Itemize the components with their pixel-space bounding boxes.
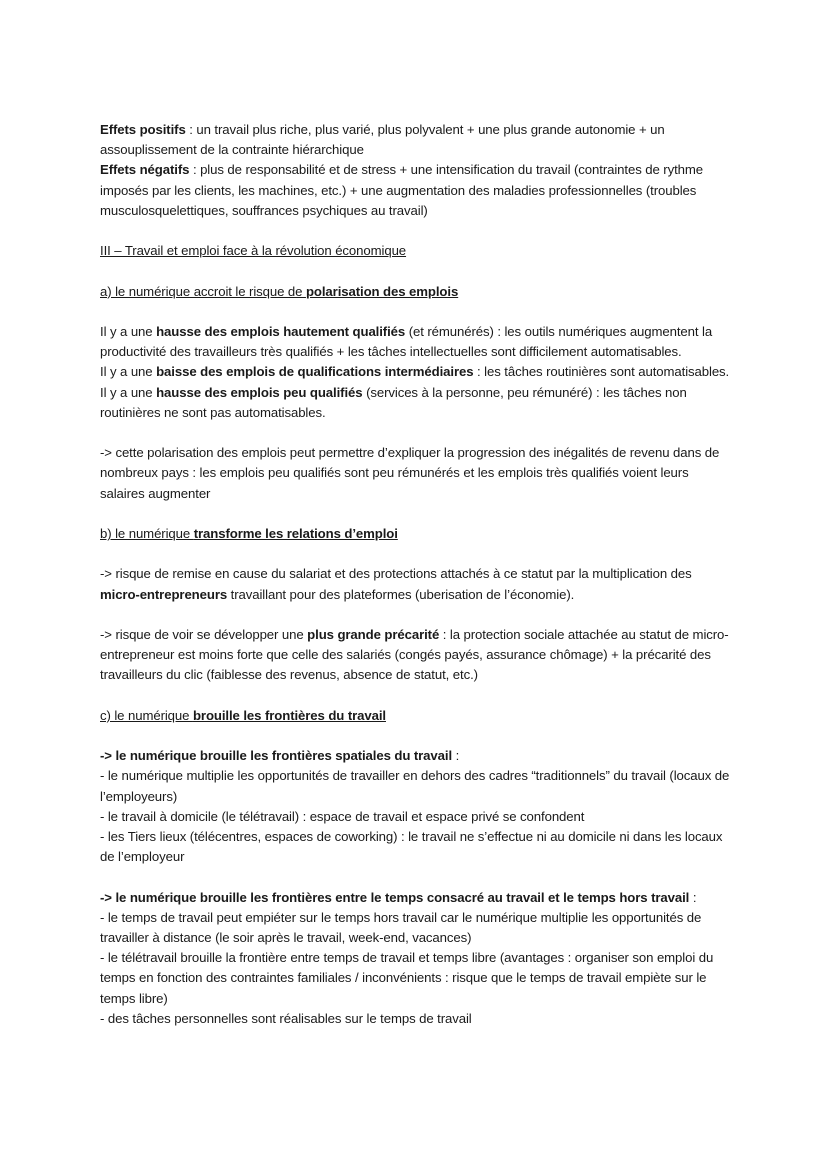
part-a-title-text: a) le numérique accroit le risque de: [100, 283, 306, 299]
positive-effects-paragraph: [100, 120, 730, 160]
section-3-title: III – Travail et emploi face à la révolution économique: [100, 243, 407, 259]
list-item: - le travail à domicile (le télétravail) : espace de travail et espace privé se confondent: [100, 808, 585, 824]
part-b-p1-post: travaillant pour des plateformes (uberisation de l’économie).: [227, 586, 575, 602]
part-a-p2-post: : les tâches routinières sont automatisables.: [473, 364, 730, 380]
part-b-paragraph-1: [100, 564, 730, 604]
time-heading-colon: :: [689, 889, 697, 905]
positive-effects-text: : un travail plus riche, plus varié, plus polyvalent + une plus grande autonomie + un assouplissement de la contrainte hiérarchique: [100, 122, 665, 158]
part-b-p1-bold: micro-entrepreneurs: [100, 586, 228, 602]
list-item: - le numérique multiplie les opportunités de travailler en dehors des cadres “traditionnels” du travail (locaux de l’employeurs): [100, 768, 730, 804]
part-b-p2-post: : la protection sociale attachée au statut de micro-entrepreneur est moins forte que celle des salariés (congés payés, assurance chômage) + la précarité des travailleurs du clic (faiblesse des revenus, absence de statut, etc.): [100, 626, 729, 683]
list-item: - les Tiers lieux (télécentres, espaces de coworking) : le travail ne s’effectue ni au domicile ni dans les locaux de l’employeur: [100, 828, 723, 865]
time-heading-bold: -> le numérique brouille les frontières entre le temps consacré au travail et le temps hors travail: [100, 889, 690, 905]
part-b-title-bold: transforme les relations d’emploi: [193, 525, 398, 541]
part-a-p1-pre: Il y a une: [100, 323, 157, 339]
part-a-paragraph-3: [100, 383, 730, 423]
list-item: - le temps de travail peut empiéter sur le temps hors travail car le numérique multiplie les opportunités de travailler à distance (le soir après le travail, week-end, vacances): [100, 909, 702, 945]
part-a-p2-bold: baisse des emplois de qualifications intermédiaires: [156, 364, 474, 380]
part-a-title-bold: polarisation des emplois: [305, 283, 459, 299]
part-a-title: [100, 282, 730, 302]
part-c-title-text: c) le numérique: [100, 707, 193, 723]
part-b-title: [100, 524, 730, 544]
part-b-p1-pre: -> risque de remise en cause du salariat et des protections attachés à ce statut par la multiplication des: [100, 566, 692, 582]
part-c-title-bold: brouille les frontières du travail: [192, 707, 386, 723]
negative-effects-paragraph: [100, 160, 730, 221]
part-b-paragraph-2: [100, 625, 730, 686]
part-c-title: [100, 706, 730, 726]
spatial-heading: [100, 746, 730, 766]
list-item: - le télétravail brouille la frontière entre temps de travail et temps libre (avantages : organiser son emploi du temps en fonction des contraintes familiales / inconvénients : risque que le temps de travail empiète sur le temps libre): [100, 950, 714, 1006]
part-b-p2-pre: -> risque de voir se développer une: [100, 626, 308, 642]
part-a-p1-post: (et rémunérés) : les outils numériques augmentent la productivité des travailleurs très qualifiés + les tâches intellectuelles sont difficilement automatisables.: [100, 323, 713, 360]
part-a-p2-pre: Il y a une: [100, 364, 157, 380]
time-heading: [100, 888, 730, 908]
part-b-title-text: b) le numérique: [100, 525, 194, 541]
part-a-p3-bold: hausse des emplois peu qualifiés: [156, 384, 363, 400]
negative-effects-text: : plus de responsabilité et de stress + une intensification du travail (contraintes de rythme imposés par les clients, les machines, etc.) + une augmentation des maladies professionnelles (troubles musculosquelettiques, souffrances psychiques au travail): [100, 162, 703, 218]
spatial-heading-bold: -> le numérique brouille les frontières spatiales du travail: [100, 748, 453, 764]
spatial-heading-colon: :: [452, 748, 460, 764]
document-body: [100, 120, 730, 1029]
part-a-conclusion: -> cette polarisation des emplois peut permettre d’expliquer la progression des inégalités de revenu dans de nombreux pays : les emplois peu qualifiés sont peu rémunérés et les emplois très qualifiés voient leurs salaires augmenter: [100, 445, 720, 501]
part-a-paragraph-1: [100, 322, 730, 362]
part-a-p3-pre: Il y a une: [100, 384, 157, 400]
list-item: - des tâches personnelles sont réalisables sur le temps de travail: [100, 1010, 472, 1026]
part-a-p1-bold: hausse des emplois hautement qualifiés: [156, 323, 406, 339]
positive-effects-label: Effets positifs: [100, 122, 186, 137]
part-b-p2-bold: plus grande précarité: [307, 626, 440, 642]
negative-effects-label: Effets négatifs: [100, 162, 190, 178]
part-a-p3-post: (services à la personne, peu rémunéré) : les tâches non routinières ne sont pas automatisables.: [100, 384, 687, 420]
part-a-paragraph-2: [100, 362, 730, 382]
